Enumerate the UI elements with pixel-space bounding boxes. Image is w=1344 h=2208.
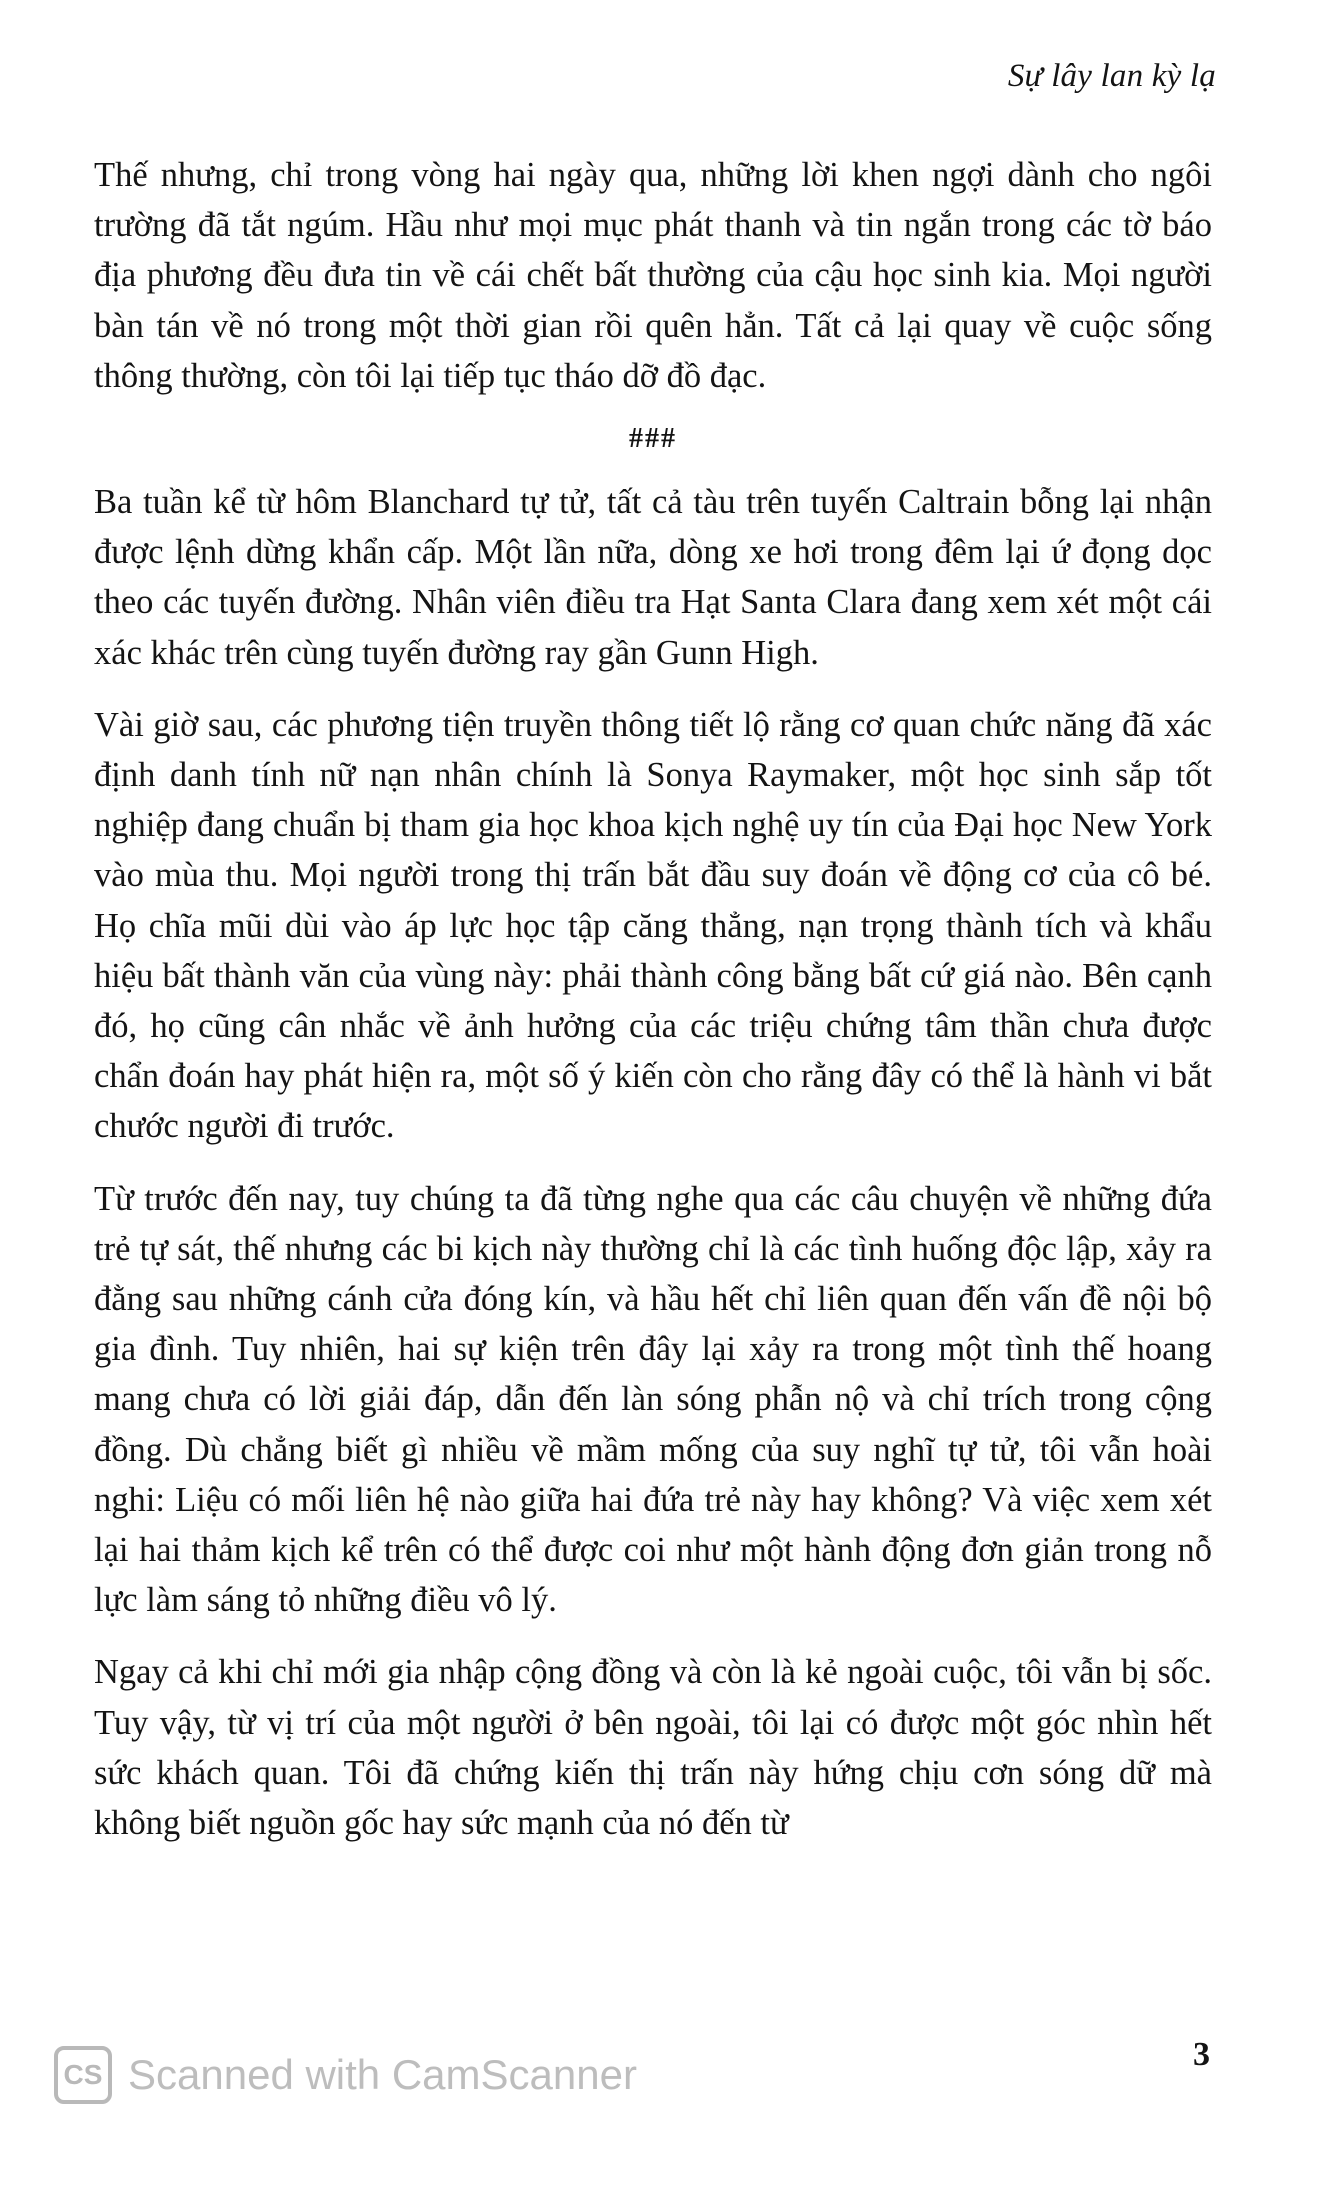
paragraph-4: Từ trước đến nay, tuy chúng ta đã từng nghe qua các câu chuyện về những đứa trẻ tự sát, thế nhưng các bi kịch này thường chỉ là các tình huống độc lập, xảy ra đằng sau những cánh cửa đóng kín, và hầu hết chỉ liên quan đến vấn đề nội bộ gia đình. Tuy nhiên, hai sự kiện trên đây lại xảy ra trong một tình thế hoang mang chưa có lời giải đáp, dẫn đến làn sóng phẫn nộ và chỉ trích trong cộng đồng. Dù chẳng biết gì nhiều về mầm mống của suy nghĩ tự tử, tôi vẫn hoài nghi: Liệu có mối liên hệ nào giữa hai đứa trẻ này hay không? Và việc xem xét lại hai thảm kịch kể trên có thể được coi như một hành động đơn giản trong nỗ lực làm sáng tỏ những điều vô lý.	[94, 1179, 1212, 1620]
camscanner-logo-icon: CS	[54, 2046, 112, 2104]
paragraph-5: Ngay cả khi chỉ mới gia nhập cộng đồng và còn là kẻ ngoài cuộc, tôi vẫn bị sốc. Tuy vậy, từ vị trí của một người ở bên ngoài, tôi lại có được một góc nhìn hết sức khách quan. Tôi đã chứng kiến thị trấn này hứng chịu cơn sóng dữ mà không biết nguồn gốc hay sức mạnh của nó đến từ	[94, 1653, 1212, 1843]
watermark-text: Scanned with CamScanner	[128, 2051, 637, 2098]
paragraph-2: Ba tuần kể từ hôm Blanchard tự tử, tất cả tàu trên tuyến Caltrain bỗng lại nhận được lệnh dừng khẩn cấp. Một lần nữa, dòng xe hơi trong đêm lại ứ đọng dọc theo các tuyến đường. Nhân viên điều tra Hạt Santa Clara đang xem xét một cái xác khác trên cùng tuyến đường ray gần Gunn High.	[94, 483, 1212, 672]
camscanner-watermark	[54, 2046, 637, 2104]
running-header: Sự lây lan kỳ lạ	[1007, 58, 1216, 94]
paragraph-3: Vài giờ sau, các phương tiện truyền thông tiết lộ rằng cơ quan chức năng đã xác định danh tính nữ nạn nhân chính là Sonya Raymaker, một học sinh sắp tốt nghiệp đang chuẩn bị tham gia học khoa kịch nghệ uy tín của Đại học New York vào mùa thu. Mọi người trong thị trấn bắt đầu suy đoán về động cơ của cô bé. Họ chĩa mũi dùi vào áp lực học tập căng thẳng, nạn trọng thành tích và khẩu hiệu bất thành văn của vùng này: phải thành công bằng bất cứ giá nào. Bên cạnh đó, họ cũng cân nhắc về ảnh hưởng của các triệu chứng tâm thần chưa được chẩn đoán hay phát hiện ra, một số ý kiến còn cho rằng đây có thể là hành vi bắt chước người đi trước.	[94, 705, 1212, 1146]
paragraph-1: Thế nhưng, chỉ trong vòng hai ngày qua, những lời khen ngợi dành cho ngôi trường đã tắt ngúm. Hầu như mọi mục phát thanh và tin ngắn trong các tờ báo địa phương đều đưa tin về cái chết bất thường của cậu học sinh kia. Mọi người bàn tán về nó trong một thời gian rồi quên hẳn. Tất cả lại quay về cuộc sống thông thường, còn tôi lại tiếp tục tháo dỡ đồ đạc.	[94, 156, 1212, 395]
page-number: 3	[1193, 2036, 1210, 2073]
scene-break: ###	[629, 423, 677, 455]
text-body	[94, 150, 1212, 1870]
